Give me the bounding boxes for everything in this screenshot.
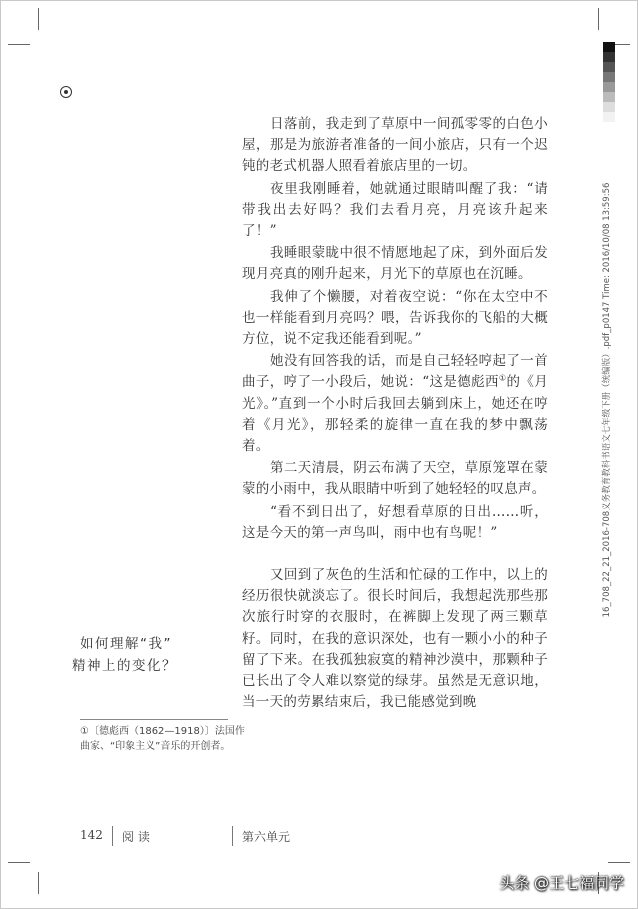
paragraph: 我伸了个懒腰，对着夜空说：“你在太空中不也一样能看到月亮吗？喂，告诉我你的飞船的大概方位，说不定我还能看到呢。” [242, 288, 548, 348]
grayscale-bar [603, 42, 615, 122]
footer-divider [232, 826, 233, 846]
footer-divider [112, 826, 113, 846]
footer-section: 阅 读 [122, 830, 150, 844]
watermark: 头条 @王七褔同学 [499, 874, 624, 892]
paragraph: 我睡眼蒙眬中很不情愿地起了床，到外面后发现月亮真的刚升起来，月光下的草原也在沉睡。 [242, 245, 548, 283]
registration-marker-icon [60, 86, 72, 98]
paragraph: 夜里我刚睡着，她就通过眼睛叫醒了我：“请带我出去好吗？我们去看月亮，月亮该升起来了！” [242, 180, 548, 240]
footnote-mark: ① [80, 726, 89, 737]
crop-mark-br-h [608, 862, 630, 863]
footnote [80, 724, 250, 754]
paragraph: “看不到日出了，好想看草原的日出……听，这是今天的第一声鸟叫，雨中也有鸟呢！” [242, 503, 548, 541]
paragraph: 日落前，我走到了草原中一间孤零零的白色小屋，那是为旅游者准备的一间小旅店，只有一个迟钝的老式机器人照看着旅店里的一切。 [242, 116, 548, 175]
footnote-divider [80, 719, 228, 720]
paragraph: 又回到了灰色的生活和忙碌的工作中，以上的经历很快就淡忘了。很长时间后，我想起洗那些那次旅行时穿的衣服时，在裤脚上发现了两三颗草籽。同时，在我的意识深处，也有一颗小小的种子留了下来。在我孤独寂寞的精神沙漠中，那颗种子已长出了令人难以察觉的绿芽。虽然是无意识地，当一天的劳累结束后，我已能感觉到晚 [242, 567, 548, 711]
footnote-ref: ① [498, 373, 507, 383]
footnote-text: 〔德彪西（1862—1918）〕法国作曲家、“印象主义”音乐的开创者。 [80, 726, 245, 752]
crop-mark-tl-v [38, 8, 39, 30]
crop-mark-tl-h [8, 44, 30, 45]
side-note [72, 633, 230, 677]
footer-unit: 第六单元 [242, 830, 291, 844]
paragraph-text: 的《月光》。”直到一个小时后我回去躺到床上，她还在哼着《月光》，那轻柔的旋律一直在我的梦中飘荡着。 [242, 374, 548, 455]
page-number: 142 [80, 828, 103, 842]
print-info-text: 16_708_22_21_2016-708义务教育教科书语文七年级下册（统编版）.pdf_p0147 Time: 2016/10/08 13:59:56 [602, 182, 612, 618]
crop-mark-bl-v [38, 872, 39, 894]
main-text [242, 114, 548, 714]
paragraph: 第二天清晨，阴云布满了天空，草原笼罩在蒙蒙的小雨中，我从眼睛中听到了她轻轻的叹息声。 [242, 460, 548, 498]
paragraph-text: 她没有回答我的话，而是自己轻轻哼起了一首曲子，哼了一小段后，她说：“这是德彪西 [242, 353, 548, 391]
crop-mark-bl-h [8, 862, 30, 863]
side-note-line: 如何理解“我” [80, 636, 172, 652]
paragraph [242, 351, 548, 457]
crop-mark-tr-v [598, 8, 599, 30]
side-note-line: 精神上的变化？ [72, 658, 177, 674]
